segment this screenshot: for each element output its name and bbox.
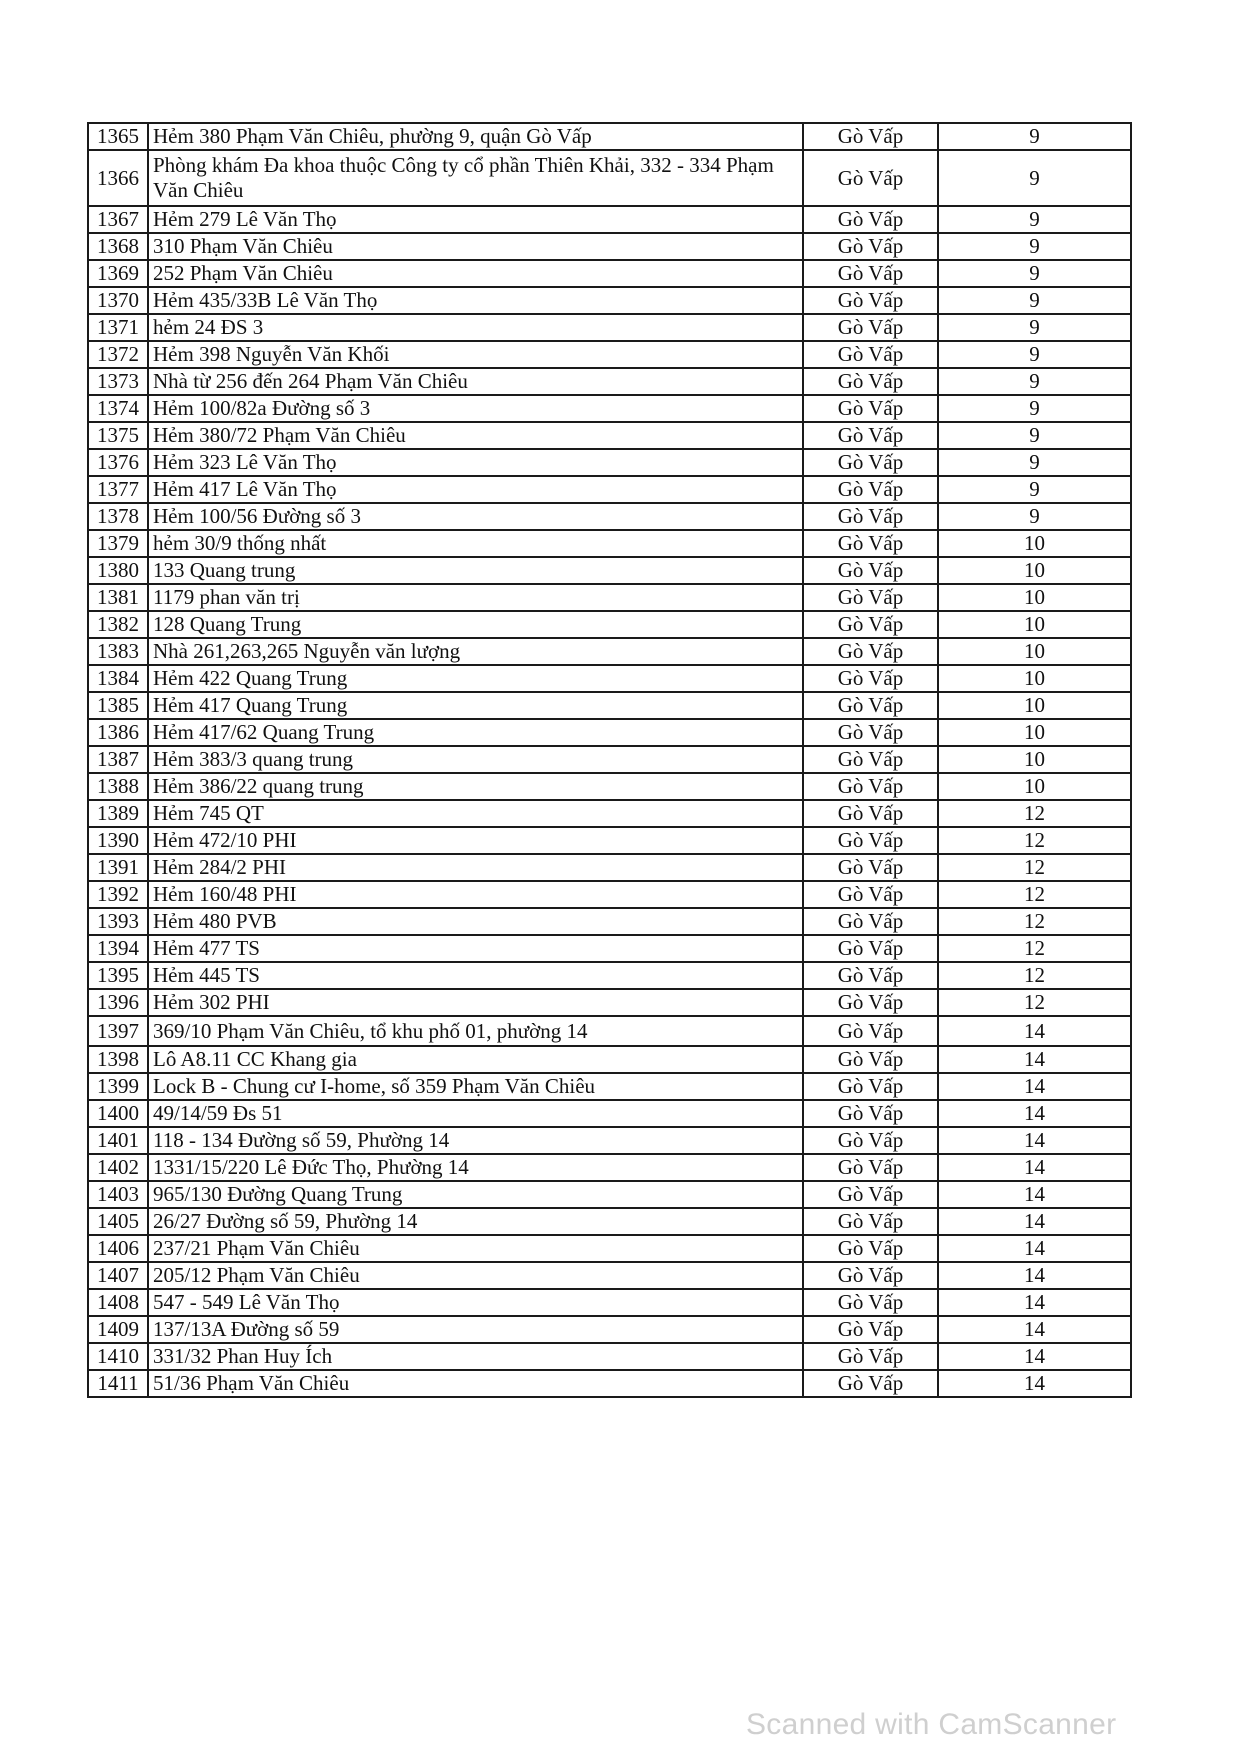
table-row	[88, 1370, 1131, 1397]
ward-cell: 12	[938, 908, 1131, 935]
address-cell: 310 Phạm Văn Chiêu	[148, 233, 803, 260]
address-cell: Hẻm 445 TS	[148, 962, 803, 989]
row-number-cell: 1380	[88, 557, 148, 584]
row-number-cell: 1410	[88, 1343, 148, 1370]
table-row	[88, 557, 1131, 584]
ward-cell: 14	[938, 1046, 1131, 1073]
table-row	[88, 1016, 1131, 1046]
ward-cell: 10	[938, 692, 1131, 719]
district-cell: Gò Vấp	[803, 150, 938, 206]
table-row	[88, 530, 1131, 557]
row-number-cell: 1368	[88, 233, 148, 260]
table-row	[88, 123, 1131, 150]
address-cell: Hẻm 100/82a Đường số 3	[148, 395, 803, 422]
table-row	[88, 150, 1131, 206]
table-row	[88, 962, 1131, 989]
table-row	[88, 1046, 1131, 1073]
table-row	[88, 611, 1131, 638]
row-number-cell: 1400	[88, 1100, 148, 1127]
table-row	[88, 854, 1131, 881]
row-number-cell: 1390	[88, 827, 148, 854]
table-row	[88, 1343, 1131, 1370]
table-body	[88, 123, 1131, 1397]
ward-cell: 9	[938, 314, 1131, 341]
ward-cell: 10	[938, 773, 1131, 800]
district-cell: Gò Vấp	[803, 1370, 938, 1397]
row-number-cell: 1405	[88, 1208, 148, 1235]
table-row	[88, 206, 1131, 233]
row-number-cell: 1403	[88, 1181, 148, 1208]
district-cell: Gò Vấp	[803, 422, 938, 449]
ward-cell: 12	[938, 800, 1131, 827]
row-number-cell: 1366	[88, 150, 148, 206]
address-cell: Hẻm 745 QT	[148, 800, 803, 827]
row-number-cell: 1373	[88, 368, 148, 395]
table-row	[88, 341, 1131, 368]
ward-cell: 10	[938, 557, 1131, 584]
ward-cell: 9	[938, 503, 1131, 530]
table-row	[88, 638, 1131, 665]
row-number-cell: 1389	[88, 800, 148, 827]
address-cell: Hẻm 422 Quang Trung	[148, 665, 803, 692]
address-cell: 369/10 Phạm Văn Chiêu, tổ khu phố 01, phường 14	[148, 1016, 803, 1046]
row-number-cell: 1383	[88, 638, 148, 665]
district-cell: Gò Vấp	[803, 1289, 938, 1316]
table-row	[88, 368, 1131, 395]
row-number-cell: 1371	[88, 314, 148, 341]
ward-cell: 12	[938, 854, 1131, 881]
district-cell: Gò Vấp	[803, 1235, 938, 1262]
camscanner-watermark: Scanned with CamScanner	[746, 1708, 1117, 1741]
district-cell: Gò Vấp	[803, 935, 938, 962]
address-cell: Hẻm 386/22 quang trung	[148, 773, 803, 800]
address-cell: 26/27 Đường số 59, Phường 14	[148, 1208, 803, 1235]
row-number-cell: 1393	[88, 908, 148, 935]
district-cell: Gò Vấp	[803, 665, 938, 692]
district-cell: Gò Vấp	[803, 395, 938, 422]
row-number-cell: 1392	[88, 881, 148, 908]
table-row	[88, 989, 1131, 1016]
row-number-cell: 1376	[88, 449, 148, 476]
address-cell: 547 - 549 Lê Văn Thọ	[148, 1289, 803, 1316]
table-row	[88, 1235, 1131, 1262]
ward-cell: 14	[938, 1073, 1131, 1100]
table-row	[88, 476, 1131, 503]
table-row	[88, 449, 1131, 476]
address-cell: 137/13A Đường số 59	[148, 1316, 803, 1343]
address-cell: Hẻm 398 Nguyễn Văn Khối	[148, 341, 803, 368]
district-cell: Gò Vấp	[803, 692, 938, 719]
district-cell: Gò Vấp	[803, 1181, 938, 1208]
ward-cell: 14	[938, 1100, 1131, 1127]
address-cell: 205/12 Phạm Văn Chiêu	[148, 1262, 803, 1289]
row-number-cell: 1394	[88, 935, 148, 962]
district-cell: Gò Vấp	[803, 1016, 938, 1046]
address-table	[87, 122, 1132, 1398]
address-cell: Hẻm 380 Phạm Văn Chiêu, phường 9, quận Gò Vấp	[148, 123, 803, 150]
ward-cell: 10	[938, 638, 1131, 665]
district-cell: Gò Vấp	[803, 584, 938, 611]
table-row	[88, 314, 1131, 341]
district-cell: Gò Vấp	[803, 881, 938, 908]
address-cell: 128 Quang Trung	[148, 611, 803, 638]
ward-cell: 14	[938, 1289, 1131, 1316]
row-number-cell: 1385	[88, 692, 148, 719]
address-cell: Hẻm 323 Lê Văn Thọ	[148, 449, 803, 476]
ward-cell: 10	[938, 746, 1131, 773]
table-row	[88, 1100, 1131, 1127]
ward-cell: 14	[938, 1262, 1131, 1289]
ward-cell: 12	[938, 881, 1131, 908]
district-cell: Gò Vấp	[803, 827, 938, 854]
row-number-cell: 1382	[88, 611, 148, 638]
ward-cell: 9	[938, 449, 1131, 476]
district-cell: Gò Vấp	[803, 287, 938, 314]
row-number-cell: 1391	[88, 854, 148, 881]
address-cell: 133 Quang trung	[148, 557, 803, 584]
row-number-cell: 1387	[88, 746, 148, 773]
ward-cell: 12	[938, 935, 1131, 962]
table-row	[88, 503, 1131, 530]
document-table-container	[87, 122, 1130, 1398]
address-cell: 49/14/59 Đs 51	[148, 1100, 803, 1127]
district-cell: Gò Vấp	[803, 206, 938, 233]
ward-cell: 14	[938, 1343, 1131, 1370]
ward-cell: 14	[938, 1370, 1131, 1397]
district-cell: Gò Vấp	[803, 1046, 938, 1073]
ward-cell: 9	[938, 150, 1131, 206]
ward-cell: 9	[938, 368, 1131, 395]
ward-cell: 10	[938, 530, 1131, 557]
address-cell: Lô A8.11 CC Khang gia	[148, 1046, 803, 1073]
ward-cell: 14	[938, 1208, 1131, 1235]
row-number-cell: 1411	[88, 1370, 148, 1397]
district-cell: Gò Vấp	[803, 557, 938, 584]
row-number-cell: 1409	[88, 1316, 148, 1343]
address-cell: Hẻm 480 PVB	[148, 908, 803, 935]
district-cell: Gò Vấp	[803, 233, 938, 260]
table-row	[88, 1181, 1131, 1208]
table-row	[88, 800, 1131, 827]
row-number-cell: 1402	[88, 1154, 148, 1181]
table-row	[88, 1127, 1131, 1154]
ward-cell: 14	[938, 1127, 1131, 1154]
row-number-cell: 1379	[88, 530, 148, 557]
address-cell: Hẻm 279 Lê Văn Thọ	[148, 206, 803, 233]
address-cell: Hẻm 100/56 Đường số 3	[148, 503, 803, 530]
ward-cell: 12	[938, 989, 1131, 1016]
ward-cell: 10	[938, 584, 1131, 611]
table-row	[88, 665, 1131, 692]
district-cell: Gò Vấp	[803, 260, 938, 287]
address-cell: Lock B - Chung cư I-home, số 359 Phạm Văn Chiêu	[148, 1073, 803, 1100]
district-cell: Gò Vấp	[803, 1343, 938, 1370]
row-number-cell: 1367	[88, 206, 148, 233]
address-cell: hẻm 24 ĐS 3	[148, 314, 803, 341]
address-cell: 331/32 Phan Huy Ích	[148, 1343, 803, 1370]
table-row	[88, 233, 1131, 260]
ward-cell: 14	[938, 1016, 1131, 1046]
district-cell: Gò Vấp	[803, 962, 938, 989]
district-cell: Gò Vấp	[803, 1316, 938, 1343]
table-row	[88, 692, 1131, 719]
district-cell: Gò Vấp	[803, 989, 938, 1016]
ward-cell: 12	[938, 962, 1131, 989]
row-number-cell: 1369	[88, 260, 148, 287]
table-row	[88, 1262, 1131, 1289]
table-row	[88, 1316, 1131, 1343]
address-cell: Nhà từ 256 đến 264 Phạm Văn Chiêu	[148, 368, 803, 395]
row-number-cell: 1365	[88, 123, 148, 150]
address-cell: Hẻm 380/72 Phạm Văn Chiêu	[148, 422, 803, 449]
address-cell: 118 - 134 Đường số 59, Phường 14	[148, 1127, 803, 1154]
address-cell: Hẻm 472/10 PHI	[148, 827, 803, 854]
ward-cell: 12	[938, 827, 1131, 854]
ward-cell: 10	[938, 611, 1131, 638]
district-cell: Gò Vấp	[803, 773, 938, 800]
row-number-cell: 1375	[88, 422, 148, 449]
row-number-cell: 1407	[88, 1262, 148, 1289]
row-number-cell: 1377	[88, 476, 148, 503]
district-cell: Gò Vấp	[803, 449, 938, 476]
address-cell: Hẻm 435/33B Lê Văn Thọ	[148, 287, 803, 314]
district-cell: Gò Vấp	[803, 746, 938, 773]
district-cell: Gò Vấp	[803, 1073, 938, 1100]
district-cell: Gò Vấp	[803, 530, 938, 557]
ward-cell: 9	[938, 206, 1131, 233]
address-cell: Hẻm 417 Lê Văn Thọ	[148, 476, 803, 503]
table-row	[88, 422, 1131, 449]
row-number-cell: 1378	[88, 503, 148, 530]
row-number-cell: 1386	[88, 719, 148, 746]
address-cell: Hẻm 417/62 Quang Trung	[148, 719, 803, 746]
ward-cell: 9	[938, 287, 1131, 314]
table-row	[88, 1208, 1131, 1235]
district-cell: Gò Vấp	[803, 719, 938, 746]
row-number-cell: 1395	[88, 962, 148, 989]
address-cell: Hẻm 284/2 PHI	[148, 854, 803, 881]
row-number-cell: 1381	[88, 584, 148, 611]
address-cell: 51/36 Phạm Văn Chiêu	[148, 1370, 803, 1397]
table-row	[88, 935, 1131, 962]
address-cell: Phòng khám Đa khoa thuộc Công ty cổ phần Thiên Khải, 332 - 334 Phạm Văn Chiêu	[148, 150, 803, 206]
table-row	[88, 773, 1131, 800]
row-number-cell: 1388	[88, 773, 148, 800]
table-row	[88, 746, 1131, 773]
row-number-cell: 1399	[88, 1073, 148, 1100]
row-number-cell: 1408	[88, 1289, 148, 1316]
ward-cell: 9	[938, 260, 1131, 287]
address-cell: Hẻm 477 TS	[148, 935, 803, 962]
row-number-cell: 1370	[88, 287, 148, 314]
district-cell: Gò Vấp	[803, 123, 938, 150]
table-row	[88, 908, 1131, 935]
district-cell: Gò Vấp	[803, 1262, 938, 1289]
district-cell: Gò Vấp	[803, 1127, 938, 1154]
address-cell: 237/21 Phạm Văn Chiêu	[148, 1235, 803, 1262]
row-number-cell: 1397	[88, 1016, 148, 1046]
district-cell: Gò Vấp	[803, 800, 938, 827]
ward-cell: 14	[938, 1181, 1131, 1208]
table-row	[88, 1073, 1131, 1100]
address-cell: Hẻm 417 Quang Trung	[148, 692, 803, 719]
address-cell: Hẻm 302 PHI	[148, 989, 803, 1016]
ward-cell: 14	[938, 1154, 1131, 1181]
table-row	[88, 881, 1131, 908]
table-row	[88, 584, 1131, 611]
row-number-cell: 1372	[88, 341, 148, 368]
table-row	[88, 287, 1131, 314]
ward-cell: 9	[938, 395, 1131, 422]
address-cell: Nhà 261,263,265 Nguyễn văn lượng	[148, 638, 803, 665]
district-cell: Gò Vấp	[803, 1208, 938, 1235]
district-cell: Gò Vấp	[803, 341, 938, 368]
table-row	[88, 395, 1131, 422]
row-number-cell: 1401	[88, 1127, 148, 1154]
district-cell: Gò Vấp	[803, 638, 938, 665]
row-number-cell: 1406	[88, 1235, 148, 1262]
district-cell: Gò Vấp	[803, 854, 938, 881]
ward-cell: 9	[938, 233, 1131, 260]
district-cell: Gò Vấp	[803, 611, 938, 638]
district-cell: Gò Vấp	[803, 1100, 938, 1127]
address-cell: hẻm 30/9 thống nhất	[148, 530, 803, 557]
row-number-cell: 1396	[88, 989, 148, 1016]
address-cell: 965/130 Đường Quang Trung	[148, 1181, 803, 1208]
ward-cell: 9	[938, 422, 1131, 449]
ward-cell: 9	[938, 123, 1131, 150]
table-row	[88, 1289, 1131, 1316]
ward-cell: 9	[938, 476, 1131, 503]
ward-cell: 9	[938, 341, 1131, 368]
table-row	[88, 827, 1131, 854]
address-cell: 1179 phan văn trị	[148, 584, 803, 611]
district-cell: Gò Vấp	[803, 908, 938, 935]
row-number-cell: 1374	[88, 395, 148, 422]
address-cell: 252 Phạm Văn Chiêu	[148, 260, 803, 287]
address-cell: Hẻm 383/3 quang trung	[148, 746, 803, 773]
row-number-cell: 1398	[88, 1046, 148, 1073]
address-cell: Hẻm 160/48 PHI	[148, 881, 803, 908]
ward-cell: 10	[938, 719, 1131, 746]
district-cell: Gò Vấp	[803, 476, 938, 503]
district-cell: Gò Vấp	[803, 1154, 938, 1181]
address-cell: 1331/15/220 Lê Đức Thọ, Phường 14	[148, 1154, 803, 1181]
district-cell: Gò Vấp	[803, 314, 938, 341]
district-cell: Gò Vấp	[803, 503, 938, 530]
ward-cell: 14	[938, 1235, 1131, 1262]
ward-cell: 10	[938, 665, 1131, 692]
row-number-cell: 1384	[88, 665, 148, 692]
table-row	[88, 260, 1131, 287]
district-cell: Gò Vấp	[803, 368, 938, 395]
table-row	[88, 719, 1131, 746]
table-row	[88, 1154, 1131, 1181]
ward-cell: 14	[938, 1316, 1131, 1343]
